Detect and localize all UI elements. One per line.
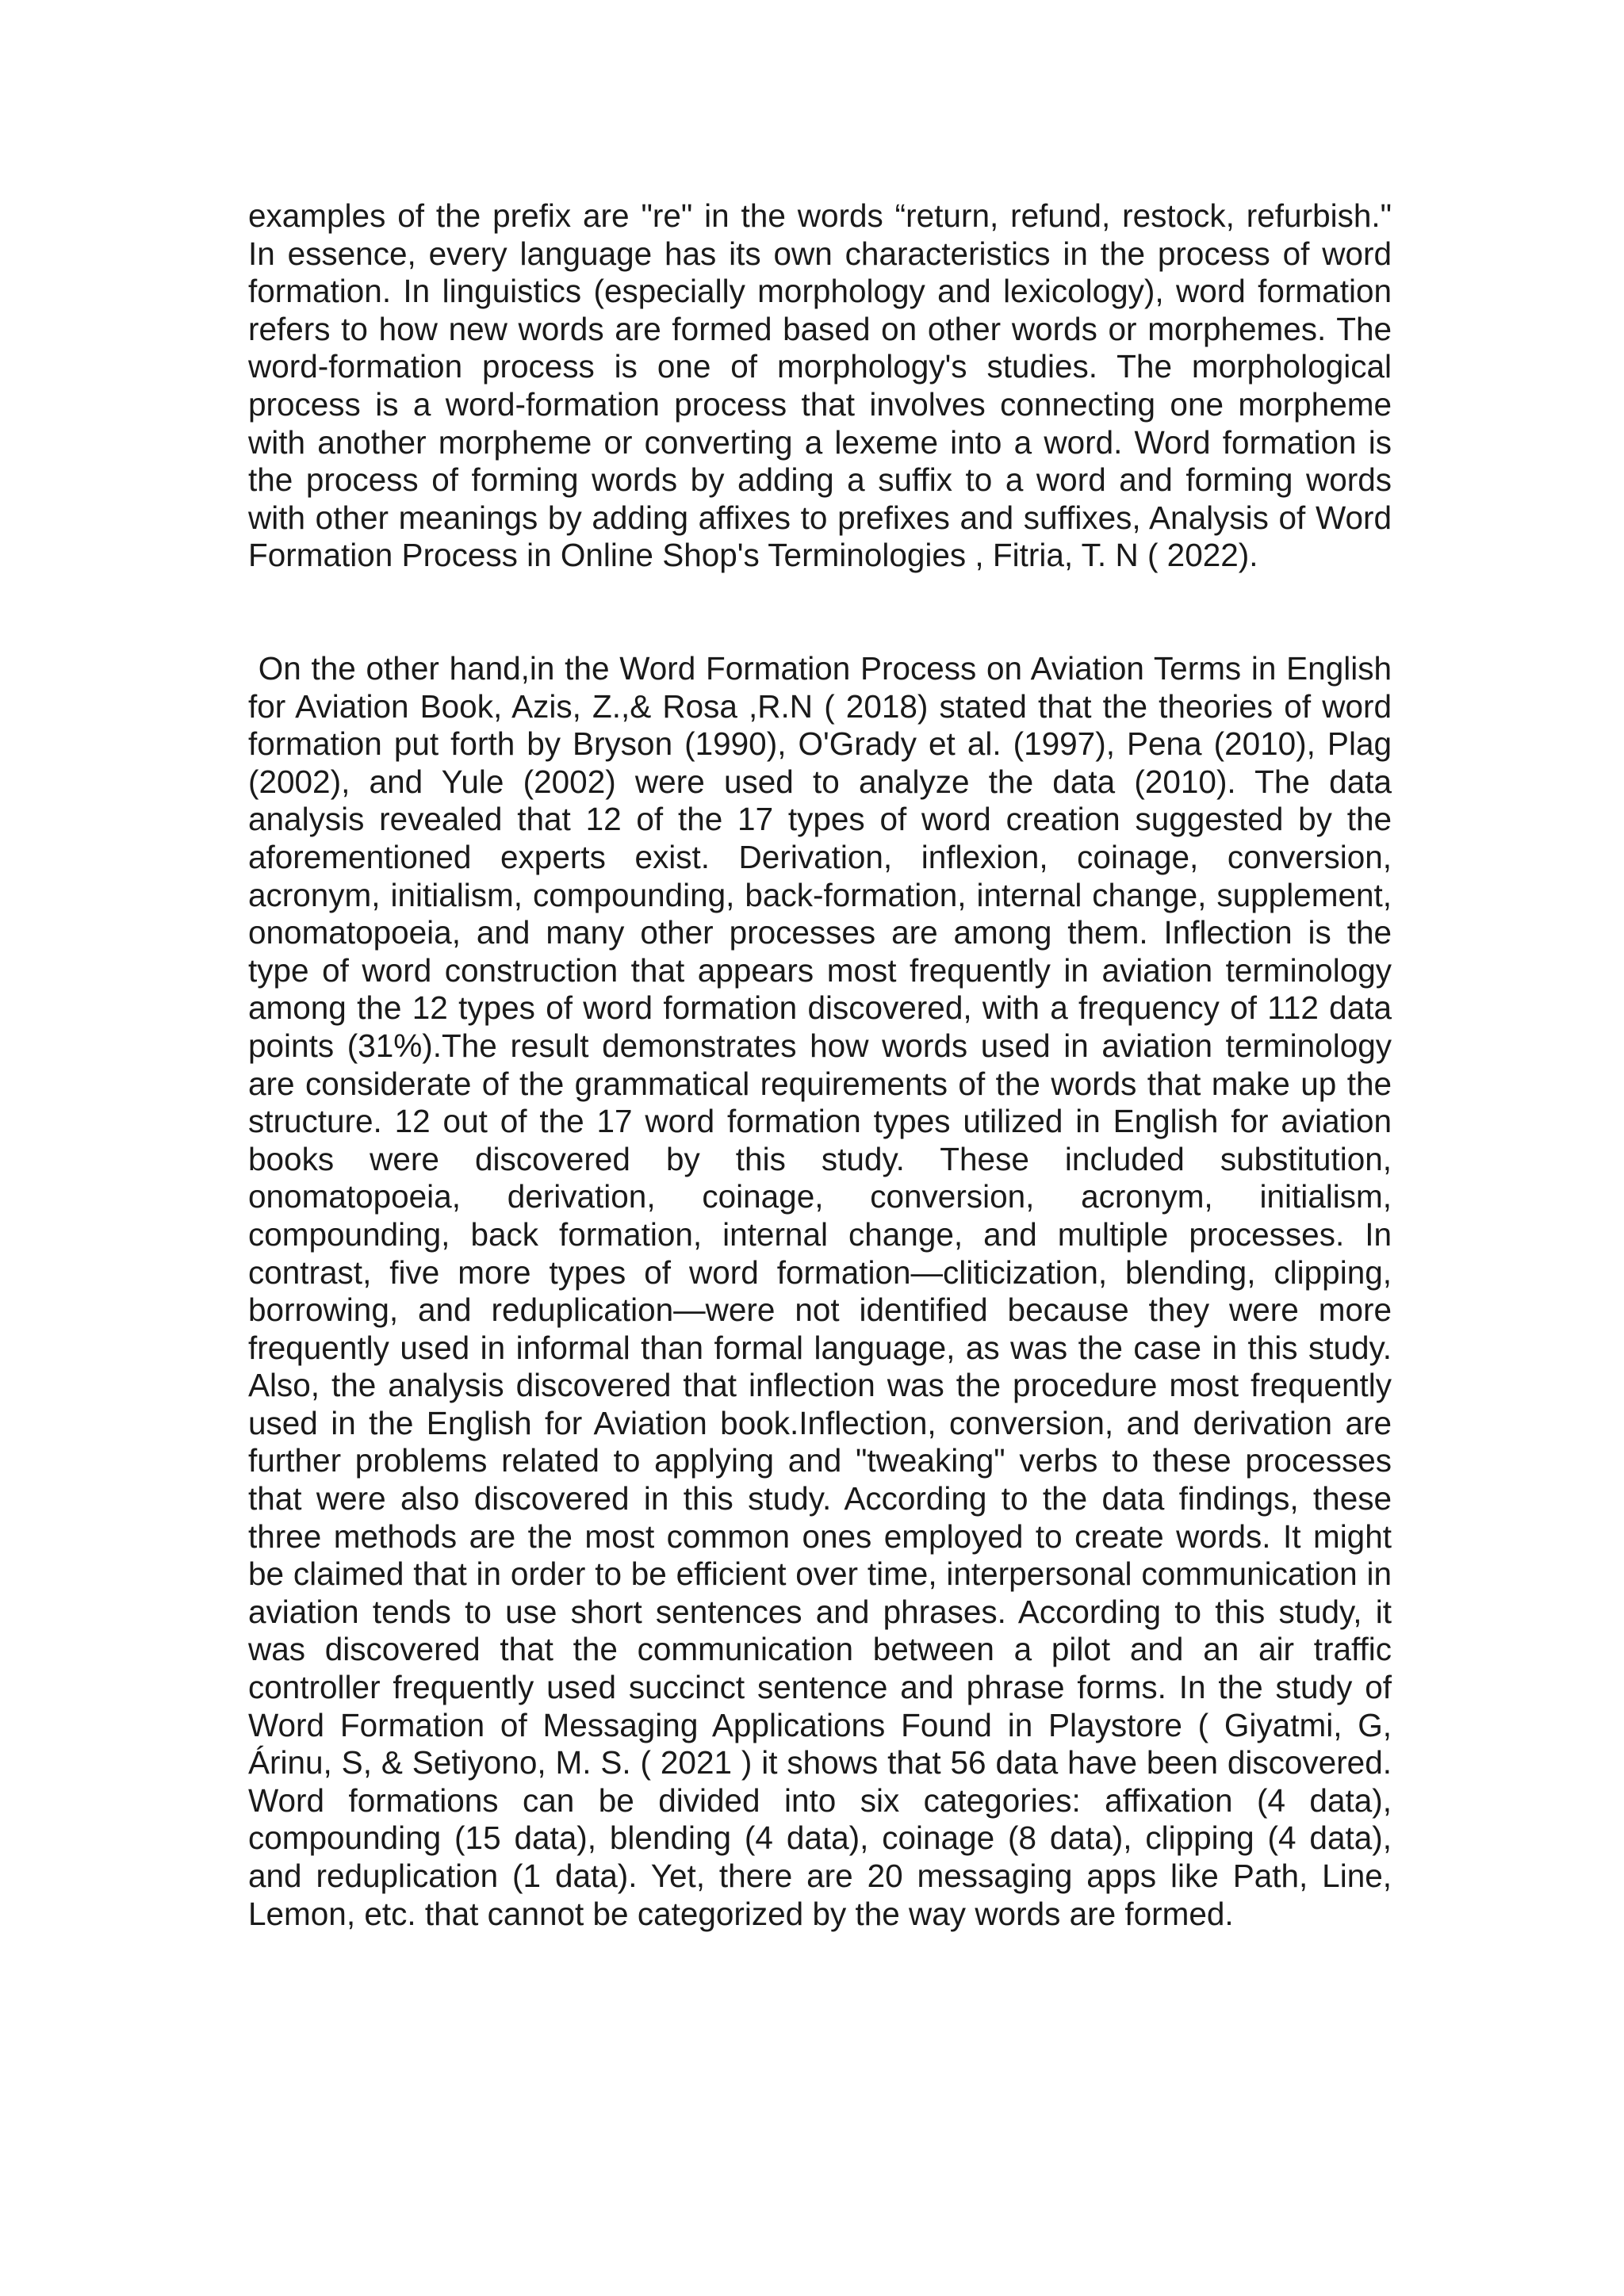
paragraph-word-formation-definition: examples of the prefix are "re" in the words “return, refund, restock, refurbish." In essence, every language has its own characteristics in the process of word formation. In linguistics (especially morphology and lexicology), word formation refers to how new words are formed based on other words or morphemes. The word-formation process is one of morphology's studies. The morphological process is a word-formation process that involves connecting one morpheme with another morpheme or converting a lexeme into a word. Word formation is the process of forming words by adding a suffix to a word and forming words with other meanings by adding affixes to prefixes and suffixes, Analysis of Word Formation Process in Online Shop's Terminologies , Fitria, T. N ( 2022). <box>248 197 1392 574</box>
paragraph-aviation-and-messaging-studies: On the other hand,in the Word Formation Process on Aviation Terms in English for Aviation Book, Azis, Z.,& Rosa ,R.N ( 2018) stated that the theories of word formation put forth by Bryson (1990), O'Grady et al. (1997), Pena (2010), Plag (2002), and Yule (2002) were used to analyze the data (2010). The data analysis revealed that 12 of the 17 types of word creation suggested by the aforementioned experts exist. Derivation, inflexion, coinage, conversion, acronym, initialism, compounding, back-formation, internal change, supplement, onomatopoeia, and many other processes are among them. Inflection is the type of word construction that appears most frequently in aviation terminology among the 12 types of word formation discovered, with a frequency of 112 data points (31%).The result demonstrates how words used in aviation terminology are considerate of the grammatical requirements of the words that make up the structure. 12 out of the 17 word formation types utilized in English for aviation books were discovered by this study. These included substitution, onomatopoeia, derivation, coinage, conversion, acronym, initialism, compounding, back formation, internal change, and multiple processes. In contrast, five more types of word formation—cliticization, blending, clipping, borrowing, and reduplication—were not identified because they were more frequently used in informal than formal language, as was the case in this study. Also, the analysis discovered that inflection was the procedure most frequently used in the English for Aviation book.Inflection, conversion, and derivation are further problems related to applying and "tweaking" verbs to these processes that were also discovered in this study. According to the data findings, these three methods are the most common ones employed to create words. It might be claimed that in order to be efficient over time, interpersonal communication in aviation tends to use short sentences and phrases. According to this study, it was discovered that the communication between a pilot and an air traffic controller frequently used succinct sentence and phrase forms. In the study of Word Formation of Messaging Applications Found in Playstore ( Giyatmi, G, Árinu, S, & Setiyono, M. S. ( 2021 ) it shows that 56 data have been discovered. Word formations can be divided into six categories: affixation (4 data), compounding (15 data), blending (4 data), coinage (8 data), clipping (4 data), and reduplication (1 data). Yet, there are 20 messaging apps like Path, Line, Lemon, etc. that cannot be categorized by the way words are formed. <box>248 650 1392 1932</box>
